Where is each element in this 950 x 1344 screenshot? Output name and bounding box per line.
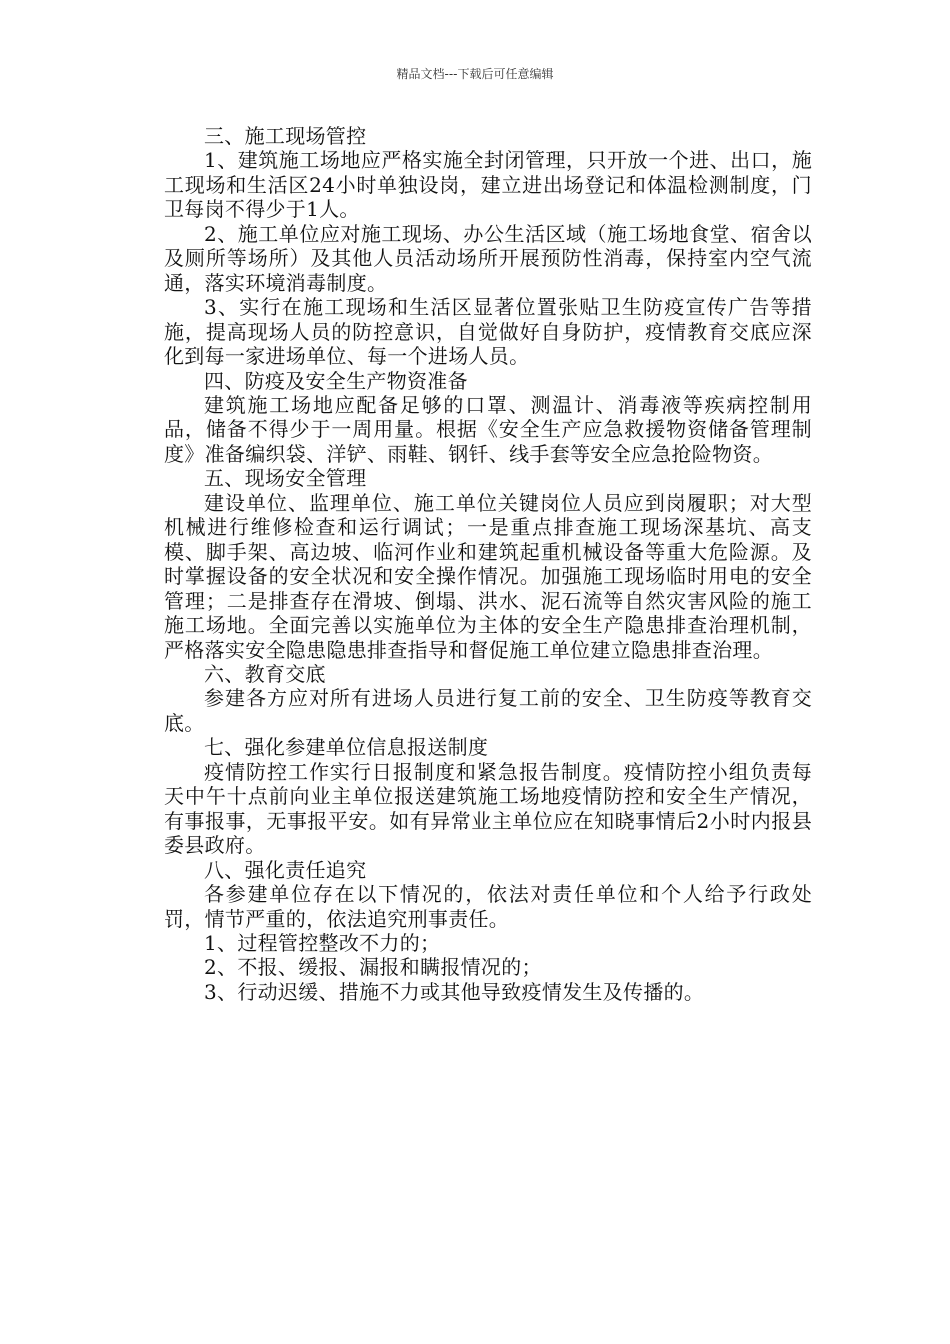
section-heading-3: 三、施工现场管控 — [204, 124, 367, 148]
list-item: 1、过程管控整改不力的； — [204, 930, 441, 955]
paragraph: 建筑施工场地应配备足够的口罩、测温计、消毒液等疾病控制用品，储备不得少于一周用量。根据《安全生产应急救援物资储备管理制度》准备编织袋、洋铲、雨鞋、钢钎、线手套等安全应急抢险物资。 — [164, 392, 812, 466]
section-heading-7: 七、强化参建单位信息报送制度 — [204, 735, 489, 760]
paragraph: 参建各方应对所有进场人员进行复工前的安全、卫生防疫等教育交底。 — [164, 686, 812, 735]
section-heading-4: 四、防疫及安全生产物资准备 — [204, 368, 468, 393]
section-heading-8: 八、强化责任追究 — [204, 857, 367, 882]
paragraph: 1、建筑施工场地应严格实施全封闭管理，只开放一个进、出口，施工现场和生活区24小时单独设岗，建立进出场登记和体温检测制度，门卫每岗不得少于1人。 — [164, 148, 812, 222]
section-heading-6: 六、教育交底 — [204, 661, 326, 686]
paragraph: 2、施工单位应对施工现场、办公生活区域（施工场地食堂、宿舍以及厕所等场所）及其他人员活动场所开展预防性消毒，保持室内空气流通，落实环境消毒制度。 — [164, 221, 812, 295]
page-header: 精品文档---下载后可任意编辑 — [396, 67, 554, 81]
paragraph: 疫情防控工作实行日报制度和紧急报告制度。疫情防控小组负责每天中午十点前向业主单位报送建筑施工场地疫情防控和安全生产情况，有事报事，无事报平安。如有异常业主单位应在知晓事情后2小时内报县委县政府。 — [164, 759, 812, 858]
list-item: 2、不报、缓报、漏报和瞒报情况的； — [204, 955, 542, 980]
paragraph: 各参建单位存在以下情况的，依法对责任单位和个人给予行政处罚，情节严重的，依法追究刑事责任。 — [164, 882, 812, 931]
paragraph: 建设单位、监理单位、施工单位关键岗位人员应到岗履职；对大型机械进行维修检查和运行调试；一是重点排查施工现场深基坑、高支模、脚手架、高边坡、临河作业和建筑起重机械设备等重大危险源。及时掌握设备的安全状况和安全操作情况。加强施工现场临时用电的安全管理；二是排查存在滑坡、倒塌、洪水、泥石流等自然灾害风险的施工施工场地。全面完善以实施单位为主体的安全生产隐患排查治理机制，严格落实安全隐患隐患排查指导和督促施工单位建立隐患排查治理。 — [164, 490, 812, 662]
document-body — [164, 124, 812, 1004]
section-heading-5: 五、现场安全管理 — [204, 466, 367, 491]
paragraph: 3、实行在施工现场和生活区显著位置张贴卫生防疫宣传广告等措施，提高现场人员的防控意识，自觉做好自身防护，疫情教育交底应深化到每一家进场单位、每一个进场人员。 — [164, 295, 812, 369]
list-item: 3、行动迟缓、措施不力或其他导致疫情发生及传播的。 — [204, 979, 705, 1004]
